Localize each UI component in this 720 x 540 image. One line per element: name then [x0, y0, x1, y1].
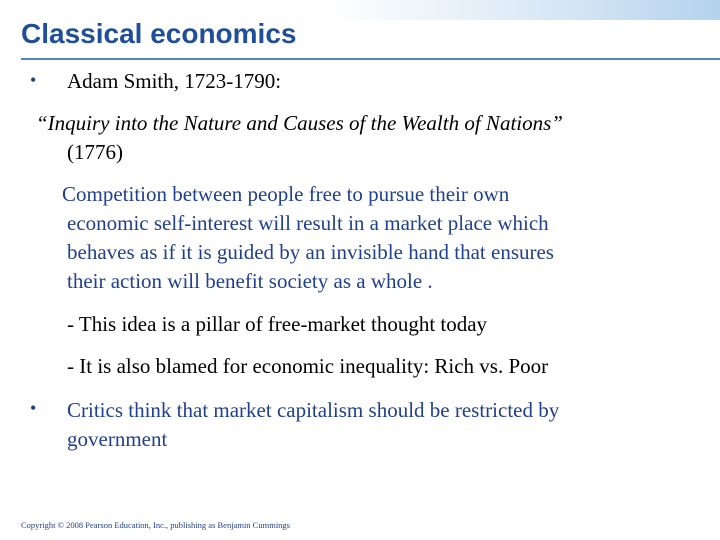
competition-line-3: behaves as if it is guided by an invisible hand that ensures	[67, 240, 554, 264]
bullet-marker-2: •	[30, 398, 37, 418]
bullet-marker-1: •	[30, 70, 37, 90]
critics-line-2: government	[67, 427, 168, 451]
competition-line-2: economic self-interest will result in a market place which	[67, 211, 549, 235]
sub-point-inequality: - It is also blamed for economic inequality: Rich vs. Poor	[67, 354, 549, 378]
title-underline	[21, 58, 720, 60]
copyright-footer: Copyright © 2008 Pearson Education, Inc., publishing as Benjamin Cummings	[21, 520, 290, 530]
competition-line-4: their action will benefit society as a whole .	[67, 269, 433, 293]
slide-title: Classical economics	[21, 18, 297, 49]
critics-line-1: Critics think that market capitalism should be restricted by	[67, 398, 560, 422]
book-title-line-2: (1776)	[67, 140, 123, 164]
sub-point-pillar: - This idea is a pillar of free-market thought today	[67, 312, 488, 336]
bullet-text-adam-smith: Adam Smith, 1723-1790:	[67, 69, 282, 93]
competition-line-1: Competition between people free to pursue their own	[62, 182, 510, 206]
book-title-line-1: “Inquiry into the Nature and Causes of the Wealth of Nations”	[36, 111, 563, 135]
header-gradient-band	[0, 0, 720, 20]
